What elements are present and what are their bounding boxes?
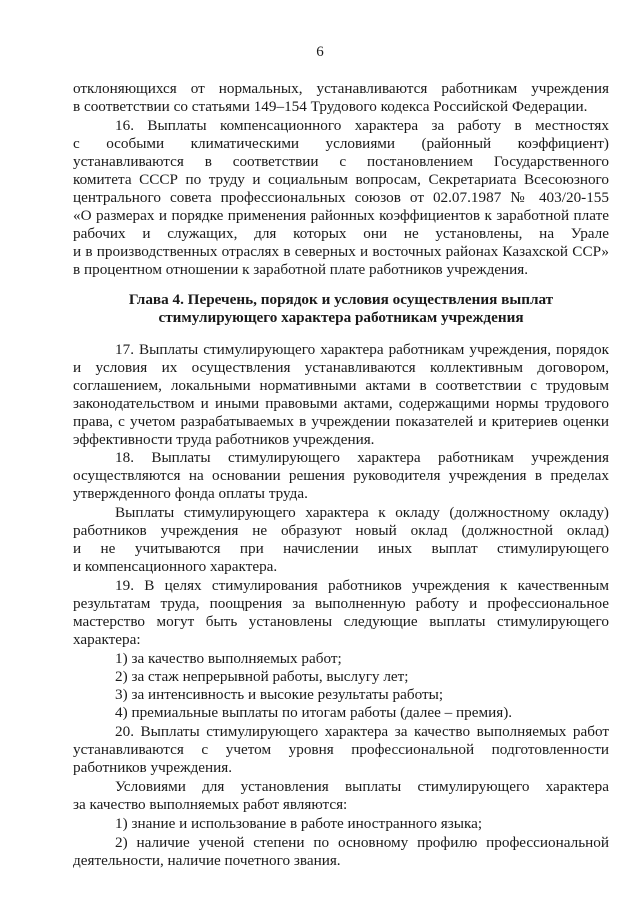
text-line: работников учреждения. [73,759,233,776]
list-item: 4) премиальные выплаты по итогам работы (далее – премия). [115,704,513,721]
text-line: 18. Выплаты стимулирующего характера работникам учреждения [115,449,609,466]
text-line: 19. В целях стимулирования работников учреждения к качественным [115,577,609,594]
text-line: за качество выполняемых работ являются: [73,796,348,813]
text-line: и в производственных отраслях в северных и восточных районах Казахской ССР» [73,243,609,260]
text-line: мастерство могут быть установлены следующие выплаты стимулирующего [73,613,609,630]
text-line: 20. Выплаты стимулирующего характера за качество выполняемых работ [115,723,609,740]
text-line: комитета СССР по труду и социальным вопросам, Секретариата Всесоюзного [73,171,609,188]
list-item: 1) знание и использование в работе иностранного языка; [115,815,483,832]
chapter-heading: Глава 4. Перечень, порядок и условия осуществления выплат [128,291,554,308]
text-line: работников учреждения не образуют новый оклад (должностной оклад) [73,522,609,539]
text-line: 17. Выплаты стимулирующего характера работникам учреждения, порядок [115,341,609,358]
text-line: права, с учетом разрабатываемых в учреждении показателей и критериев оценки [73,413,609,430]
text-line: устанавливаются в соответствии с постановлением Государственного [73,153,609,170]
text-line: Условиями для установления выплаты стимулирующего характера [115,778,609,795]
text-line: деятельности, наличие почетного звания. [73,852,341,869]
page-number: 6 [316,44,324,60]
text-line: результатам труда, поощрения за выполненную работу и профессиональное [73,595,609,612]
text-line: в соответствии со статьями 149–154 Трудового кодекса Российской Федерации. [73,98,588,115]
list-item: 3) за интенсивность и высокие результаты работы; [115,686,444,703]
text-line: рабочих и служащих, для которых они не установлены, на Урале [73,225,609,242]
text-line: с особыми климатическими условиями (районный коэффициент) [73,135,609,152]
list-item: 1) за качество выполняемых работ; [115,650,342,667]
text-line: и компенсационного характера. [73,558,278,575]
text-line: и не учитываются при начислении иных выплат стимулирующего [73,540,609,557]
text-line: в процентном отношении к заработной плате работников учреждения. [73,261,529,278]
list-item: 2) за стаж непрерывной работы, выслугу лет; [115,668,409,685]
text-line: центрального совета профессиональных союзов от 02.07.1987 № 403/20-155 [73,189,609,206]
text-line: законодательством и иными правовыми актами, содержащими нормы трудового [73,395,609,412]
chapter-heading: стимулирующего характера работникам учреждения [158,309,524,326]
text-line: 2) наличие ученой степени по основному профилю профессиональной [115,834,609,851]
text-line: осуществляются на основании решения руководителя учреждения в пределах [73,467,609,484]
text-line: и условия их осуществления устанавливаются коллективным договором, [73,359,609,376]
text-line: Выплаты стимулирующего характера к окладу (должностному окладу) [115,504,609,521]
text-line: соглашением, локальными нормативными актами в соответствии с трудовым [73,377,609,394]
text-line: 16. Выплаты компенсационного характера за работу в местностях [115,117,609,134]
text-line: характера: [73,631,141,648]
text-line: устанавливаются с учетом уровня профессиональной подготовленности [73,741,609,758]
text-line: «О размерах и порядке применения районных коэффициентов к заработной плате [73,207,609,224]
text-line: утвержденного фонда оплаты труда. [73,485,308,502]
text-line: отклоняющихся от нормальных, устанавливаются работникам учреждения [73,80,609,97]
text-line: эффективности труда работников учреждения. [73,431,375,448]
